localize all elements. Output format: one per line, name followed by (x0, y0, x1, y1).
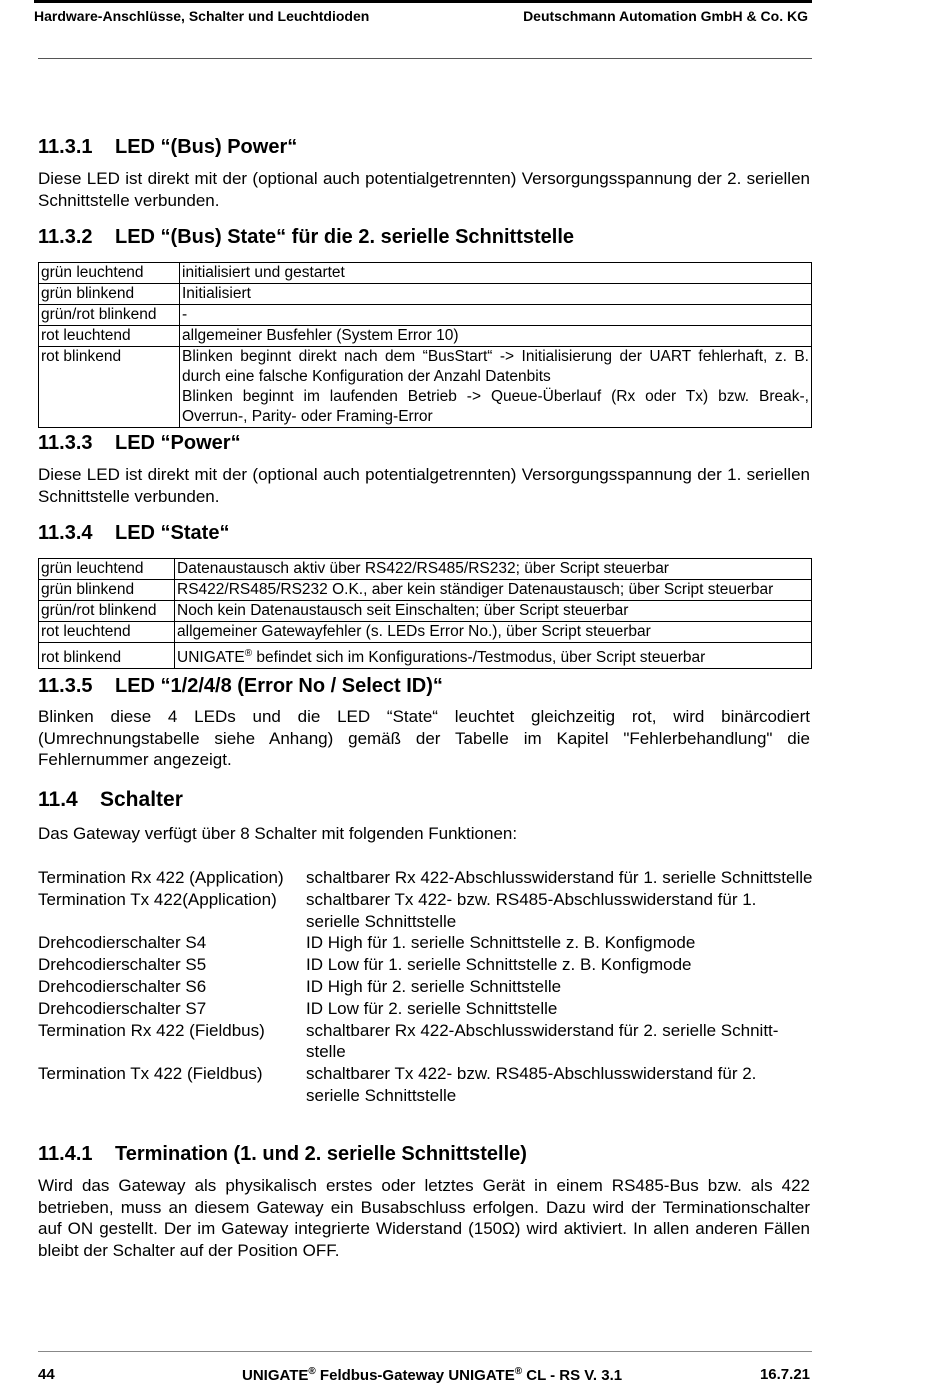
table-row (39, 643, 812, 669)
page-number: 44 (38, 1366, 55, 1383)
header-divider (38, 58, 812, 59)
header-chapter-title: Hardware-Anschlüsse, Schalter und Leuchtdioden (34, 8, 370, 24)
section-heading-11-4-1 (38, 1143, 527, 1166)
section-number: 11.3.1 (38, 136, 93, 158)
led-description-cell: allgemeiner Gatewayfehler (s. LEDs Error No.), über Script steuerbar (175, 622, 812, 643)
section-number: 11.4 (38, 788, 78, 811)
switch-description: ID Low für 2. serielle Schnittstelle (306, 998, 558, 1018)
section-heading-11-3-1 (38, 136, 297, 159)
switch-name: Drehcodierschalter S4 (38, 933, 207, 953)
list-item (38, 1020, 814, 1064)
list-item (38, 954, 814, 976)
footer-title-text: Feldbus-Gateway (315, 1367, 449, 1384)
footer-date: 16.7.21 (759, 1366, 810, 1383)
switch-description: schaltbarer Rx 422-Abschlusswiderstand für 2. serielle Schnitt-stelle (306, 1020, 779, 1062)
led-description-cell: allgemeiner Busfehler (System Error 10) (180, 326, 812, 347)
list-item (38, 867, 814, 889)
section-number: 11.3.4 (38, 522, 93, 544)
registered-mark: ® (514, 1366, 523, 1377)
section-paragraph: Blinken diese 4 LEDs und die LED “State“ leuchtet gleichzeitig rot, wird binärcodiert (Umrechnungstabelle siehe Anhang) gemäß der Tabelle im Kapitel "Fehlerbehandlung" die Fehlernummer angezeigt. (38, 707, 810, 769)
led-description-cell: Initialisiert (180, 284, 812, 305)
section-title: Schalter (100, 788, 183, 811)
switch-name: Termination Rx 422 (Application) (38, 868, 284, 887)
led-description-line: Blinken beginnt direkt nach dem “BusStart“ -> Initialisierung der UART fehlerhaft, z. B. durch eine falsche Konfiguration der Anzahl Datenbits (182, 348, 809, 385)
led-description-cell: Datenaustausch aktiv über RS422/RS485/RS232; über Script steuerbar (175, 559, 812, 580)
section-title: LED “State“ (115, 522, 230, 544)
led-description-cell (180, 347, 812, 428)
section-heading-11-3-2 (38, 226, 574, 249)
section-number: 11.3.3 (38, 432, 93, 454)
section-number: 11.3.2 (38, 226, 93, 248)
table-row (39, 263, 812, 284)
led-state-cell: rot blinkend (39, 347, 180, 428)
switch-name: Termination Tx 422(Application) (38, 889, 277, 909)
footer-divider (38, 1351, 812, 1352)
section-paragraph: Wird das Gateway als physikalisch erstes oder letztes Gerät in einem RS485-Bus bzw. als 422 betrieben, muss an diesem Gateway ein Busabschluss erfolgen. Dazu wird der Terminationschalter auf ON gestellt. Der im Gateway integrierte Widerstand (150Ω) wird aktiviert. In allen anderen Fällen bleibt der Schalter auf der Position OFF. (38, 1176, 810, 1260)
section-heading-11-3-4 (38, 522, 229, 545)
led-state-cell: rot blinkend (39, 643, 175, 669)
section-title: LED “Power“ (115, 432, 241, 454)
list-item (38, 889, 814, 933)
table-row (39, 305, 812, 326)
led-description-cell: RS422/RS485/RS232 O.K., aber kein ständiger Datenaustausch; über Script steuerbar (175, 580, 812, 601)
footer-version-text: CL - RS V. 3.1 (522, 1367, 623, 1384)
led-description-cell: Noch kein Datenaustausch seit Einschalten; über Script steuerbar (175, 601, 812, 622)
led-state-cell: grün blinkend (39, 284, 180, 305)
section-paragraph: Diese LED ist direkt mit der (optional auch potentialgetrennten) Versorgungsspannung der 1. seriellen Schnittstelle verbunden. (38, 465, 810, 506)
switch-description: schaltbarer Tx 422- bzw. RS485-Abschlusswiderstand für 1. serielle Schnittstelle (306, 889, 757, 931)
switch-name: Termination Tx 422 (Fieldbus) (38, 1064, 263, 1084)
led-description-cell: - (180, 305, 812, 326)
footer-product-title (242, 1366, 622, 1384)
switch-name: Termination Rx 422 (Fieldbus) (38, 1020, 265, 1040)
led-state-cell: rot leuchtend (39, 326, 180, 347)
table-row (39, 601, 812, 622)
switch-description: ID High für 2. serielle Schnittstelle (306, 976, 562, 996)
switch-description: schaltbarer Rx 422-Abschlusswiderstand für 1. serielle Schnittstelle (306, 868, 813, 887)
led-state-cell: grün leuchtend (39, 559, 175, 580)
led-state-cell: grün blinkend (39, 580, 175, 601)
switch-description: ID Low für 1. serielle Schnittstelle z. B. Konfigmode (306, 955, 692, 975)
list-item (38, 1063, 814, 1107)
header-company-name: Deutschmann Automation GmbH & Co. KG (523, 8, 808, 24)
led-state-cell: grün/rot blinkend (39, 305, 180, 326)
table-row (39, 347, 812, 428)
table-row (39, 284, 812, 305)
led-state-cell: rot leuchtend (39, 622, 175, 643)
list-item (38, 932, 814, 954)
brand-name: UNIGATE (448, 1367, 515, 1384)
bus-state-led-table (38, 262, 812, 428)
table-row (39, 580, 812, 601)
section-number: 11.3.5 (38, 675, 93, 697)
brand-name: UNIGATE (177, 649, 245, 666)
led-state-cell: grün/rot blinkend (39, 601, 175, 622)
brand-name: UNIGATE (242, 1367, 309, 1384)
section-heading-11-4 (38, 788, 183, 812)
header-top-rule (34, 0, 812, 3)
table-row (39, 622, 812, 643)
section-heading-11-3-3 (38, 432, 241, 455)
switch-description: schaltbarer Tx 422- bzw. RS485-Abschlusswiderstand für 2. serielle Schnittstelle (306, 1064, 757, 1105)
led-description-cell: initialisiert und gestartet (180, 263, 812, 284)
section-title: LED “1/2/4/8 (Error No / Select ID)“ (115, 675, 443, 697)
section-intro: Das Gateway verfügt über 8 Schalter mit folgenden Funktionen: (38, 824, 518, 843)
switch-name: Drehcodierschalter S5 (38, 955, 207, 975)
section-title: Termination (1. und 2. serielle Schnittstelle) (115, 1143, 527, 1165)
table-row (39, 326, 812, 347)
registered-mark: ® (244, 647, 253, 659)
led-state-cell: grün leuchtend (39, 263, 180, 284)
switch-name: Drehcodierschalter S6 (38, 976, 207, 996)
switch-name: Drehcodierschalter S7 (38, 998, 207, 1018)
section-title: LED “(Bus) State“ für die 2. serielle Schnittstelle (115, 226, 575, 248)
registered-mark: ® (308, 1366, 316, 1377)
section-paragraph: Diese LED ist direkt mit der (optional auch potentialgetrennten) Versorgungsspannung der 2. seriellen Schnittstelle verbunden. (38, 169, 810, 210)
led-description-line: Blinken beginnt im laufenden Betrieb -> Queue-Überlauf (Rx oder Tx) bzw. Break-, Overrun-, Parity- oder Framing-Error (182, 388, 809, 425)
table-row (39, 559, 812, 580)
led-description-cell (175, 643, 812, 669)
section-title: LED “(Bus) Power“ (115, 136, 298, 158)
section-number: 11.4.1 (38, 1143, 93, 1165)
list-item (38, 976, 814, 998)
list-item (38, 998, 814, 1020)
switch-list (38, 867, 814, 1107)
led-description-text: befindet sich im Konfigurations-/Testmodus, über Script steuerbar (252, 649, 706, 666)
switch-description: ID High für 1. serielle Schnittstelle z. B. Konfigmode (306, 933, 696, 953)
section-heading-11-3-5 (38, 675, 443, 698)
state-led-table (38, 558, 812, 669)
